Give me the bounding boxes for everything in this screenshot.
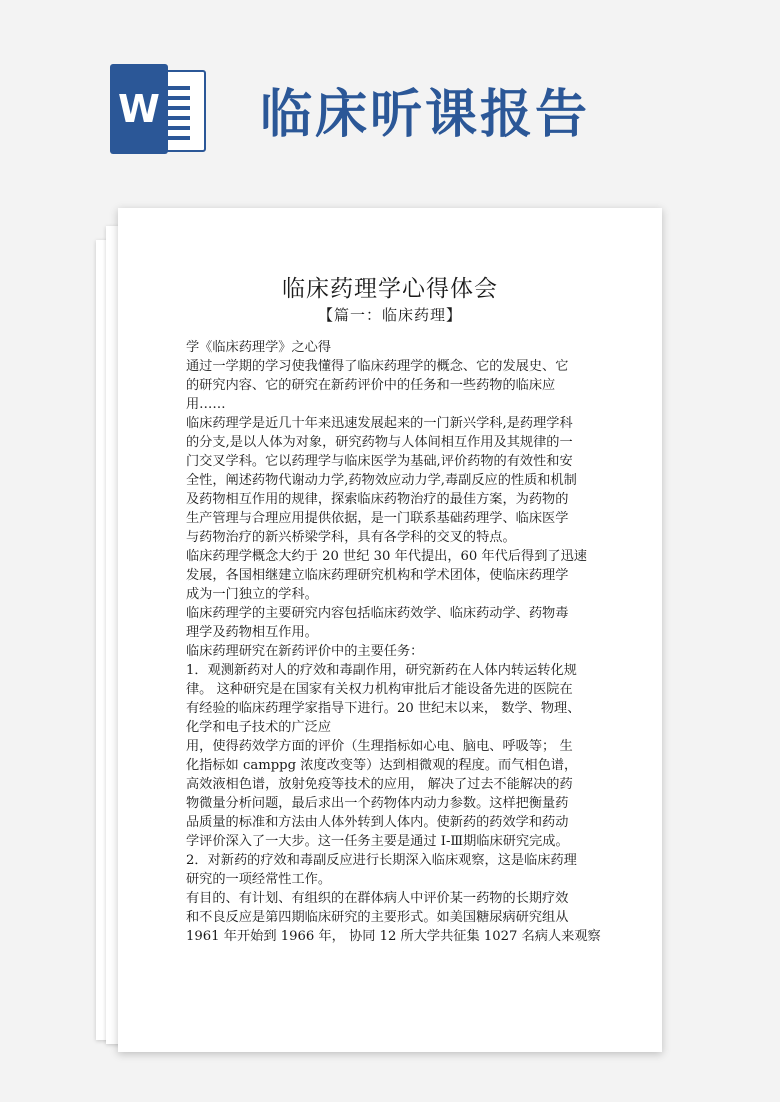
body-line: 学评价深入了一大步。这一任务主要是通过 Ⅰ-Ⅲ期临床研究完成。 <box>186 834 569 849</box>
body-line: 化学和电子技术的广泛应 <box>186 720 332 735</box>
body-line: 理学及药物相互作用。 <box>186 625 318 640</box>
document-title: 临床药理学心得体会 <box>282 276 498 302</box>
body-line: 有目的、有计划、有组织的在群体病人中评价某一药物的长期疗效 <box>186 891 569 906</box>
body-line: 1．观测新药对人的疗效和毒副作用，研究新药在人体内转运转化规 <box>186 663 577 678</box>
body-line: 及药物相互作用的规律，探索临床药物治疗的最佳方案，为药物的 <box>186 492 569 507</box>
body-line: 全性，阐述药物代谢动力学,药物效应动力学,毒副反应的性质和机制 <box>186 473 577 488</box>
word-logo-icon <box>110 64 208 154</box>
body-line: 律。 这种研究是在国家有关权力机构审批后才能设备先进的医院在 <box>186 682 573 697</box>
body-line: 有经验的临床药理学家指导下进行。20 世纪末以来， 数学、物理、 <box>186 701 581 716</box>
body-line: 临床药理学概念大约于 20 世纪 30 年代提出，60 年代后得到了迅速 <box>186 549 587 564</box>
body-line: 成为一门独立的学科。 <box>186 587 318 602</box>
body-line: 1961 年开始到 1966 年， 协同 12 所大学共征集 1027 名病人来观察 <box>186 929 601 944</box>
body-line: 通过一学期的学习使我懂得了临床药理学的概念、它的发展史、它 <box>186 359 569 374</box>
word-letter: W <box>110 64 168 154</box>
body-line: 临床药理学是近几十年来迅速发展起来的一门新兴学科,是药理学科 <box>186 416 573 431</box>
document-page <box>118 208 662 1052</box>
body-line: 品质量的标准和方法由人体外转到人体内。使新药的药效学和药动 <box>186 815 569 830</box>
body-line: 门交叉学科。它以药理学与临床医学为基础,评价药物的有效性和安 <box>186 454 573 469</box>
body-line: 高效液相色谱，放射免疫等技术的应用， 解决了过去不能解决的药 <box>186 777 573 792</box>
body-line: 2．对新药的疗效和毒副反应进行长期深入临床观察，这是临床药理 <box>186 853 577 868</box>
body-line: 的研究内容、它的研究在新药评价中的任务和一些药物的临床应 <box>186 378 556 393</box>
body-line: 物微量分析问题，最后求出一个药物体内动力参数。这样把衡量药 <box>186 796 569 811</box>
body-line: 用…… <box>186 397 226 412</box>
body-line: 化指标如 camppg 浓度改变等）达到相微观的程度。而气相色谱， <box>186 758 578 773</box>
body-line: 临床药理学的主要研究内容包括临床药效学、临床药动学、药物毒 <box>186 606 569 621</box>
body-line: 和不良反应是第四期临床研究的主要形式。如美国糖尿病研究组从 <box>186 910 569 925</box>
document-body <box>186 338 626 946</box>
body-line: 研究的一项经常性工作。 <box>186 872 332 887</box>
body-line: 学《临床药理学》之心得 <box>186 340 332 355</box>
body-line: 发展，各国相继建立临床药理研究机构和学术团体，使临床药理学 <box>186 568 569 583</box>
body-line: 的分支,是以人体为对象，研究药物与人体间相互作用及其规律的一 <box>186 435 573 450</box>
document-subtitle: 【篇一：临床药理】 <box>317 306 462 324</box>
banner-title: 临床听课报告 <box>260 85 591 145</box>
page-header <box>0 0 780 200</box>
body-line: 用，使得药效学方面的评价（生理指标如心电、脑电、呼吸等； 生 <box>186 739 573 754</box>
body-line: 与药物治疗的新兴桥梁学科，具有各学科的交叉的特点。 <box>186 530 516 545</box>
body-line: 临床药理研究在新药评价中的主要任务： <box>186 644 424 659</box>
body-line: 生产管理与合理应用提供依据，是一门联系基础药理学、临床医学 <box>186 511 569 526</box>
